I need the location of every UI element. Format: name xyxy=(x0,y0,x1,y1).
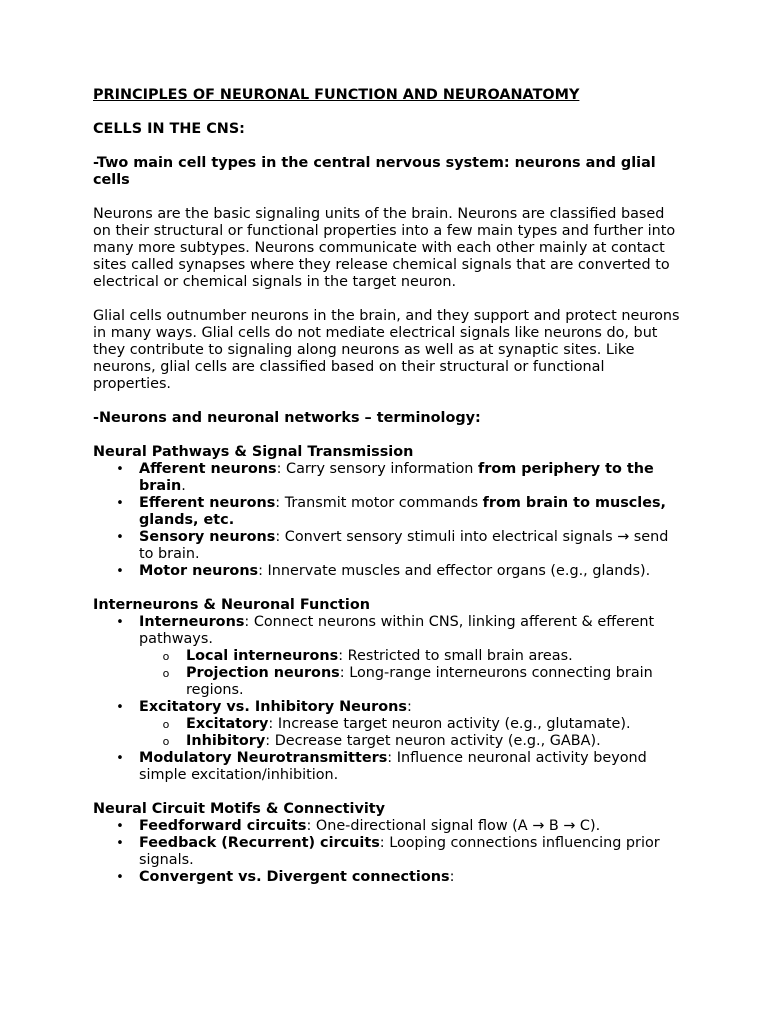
emphasis-afferent: from periphery to the brain xyxy=(139,461,654,494)
term-inhibitory: Inhibitory xyxy=(186,733,266,749)
sublist-item-excitatory xyxy=(93,716,683,733)
term-feedback: Feedback (Recurrent) circuits xyxy=(139,835,380,851)
sublist-item-projection xyxy=(93,665,683,699)
bullet-icon: • xyxy=(116,836,124,851)
motifs-list xyxy=(93,818,683,886)
sub-bullet-icon: o xyxy=(162,735,170,748)
sub-bullet-icon: o xyxy=(162,667,170,680)
list-item-convergent xyxy=(93,869,683,886)
text-afferent: : Carry sensory information xyxy=(276,461,478,477)
interneurons-sublist xyxy=(139,648,683,699)
term-interneurons: Interneurons xyxy=(139,614,245,630)
sub-bullet-icon: o xyxy=(162,718,170,731)
bullet-icon: • xyxy=(116,615,124,630)
text-inhibitory: : Decrease target neuron activity (e.g., GABA). xyxy=(265,733,601,749)
list-item-efferent xyxy=(93,495,683,529)
bullet-icon: • xyxy=(116,564,124,579)
term-feedforward: Feedforward circuits xyxy=(139,818,307,834)
motifs-heading: Neural Circuit Motifs & Connectivity xyxy=(93,801,386,817)
list-item-interneurons xyxy=(93,614,683,699)
terminology-heading: -Neurons and neuronal networks – terminology: xyxy=(93,410,481,426)
text-modulatory: : Influence neuronal activity beyond simple excitation/inhibition. xyxy=(139,750,647,783)
term-sensory: Sensory neurons xyxy=(139,529,276,545)
list-item-feedforward xyxy=(93,818,683,835)
list-item-modulatory xyxy=(93,750,683,784)
term-projection: Projection neurons xyxy=(186,665,340,681)
bullet-icon: • xyxy=(116,496,124,511)
pathways-list xyxy=(93,461,683,580)
text-sensory: : Convert sensory stimuli into electrical signals → send to brain. xyxy=(139,529,669,562)
section-heading-cells: CELLS IN THE CNS: xyxy=(93,121,245,137)
term-convergent: Convergent vs. Divergent connections xyxy=(139,869,450,885)
document-body xyxy=(93,87,683,886)
list-item-feedback xyxy=(93,835,683,869)
sublist-item-local xyxy=(93,648,683,665)
list-item-sensory xyxy=(93,529,683,563)
bullet-icon: • xyxy=(116,462,124,477)
term-motor: Motor neurons xyxy=(139,563,259,579)
text-interneurons: : Connect neurons within CNS, linking afferent & efferent pathways. xyxy=(139,614,655,647)
pathways-heading: Neural Pathways & Signal Transmission xyxy=(93,444,414,460)
text-local: : Restricted to small brain areas. xyxy=(338,648,573,664)
term-modulatory: Modulatory Neurotransmitters xyxy=(139,750,388,766)
document-title: PRINCIPLES OF NEURONAL FUNCTION AND NEUROANATOMY xyxy=(93,87,580,103)
text-motor: : Innervate muscles and effector organs (e.g., glands). xyxy=(258,563,651,579)
emphasis-efferent: from brain to muscles, glands, etc. xyxy=(139,495,667,528)
term-afferent: Afferent neurons xyxy=(139,461,277,477)
list-item-exc-inh xyxy=(93,699,683,750)
text-projection: : Long-range interneurons connecting brain regions. xyxy=(186,665,653,698)
paragraph-neurons: Neurons are the basic signaling units of the brain. Neurons are classified based on their structural or functional properties into a few main types and further into many more subtypes. Neurons communicate with each other mainly at contact sites called synapses where they release chemical signals that are converted to electrical or chemical signals in the target neuron. xyxy=(93,206,676,290)
bullet-icon: • xyxy=(116,819,124,834)
term-exc-inh: Excitatory vs. Inhibitory Neurons xyxy=(139,699,407,715)
text-feedback: : Looping connections influencing prior signals. xyxy=(139,835,660,868)
text-exc-inh: : xyxy=(406,699,412,715)
term-local: Local interneurons xyxy=(186,648,339,664)
list-item-motor xyxy=(93,563,683,580)
end-afferent: . xyxy=(181,478,186,494)
sublist-item-inhibitory xyxy=(93,733,683,750)
term-excitatory: Excitatory xyxy=(186,716,269,732)
interneurons-heading: Interneurons & Neuronal Function xyxy=(93,597,370,613)
cell-types-heading: -Two main cell types in the central nervous system: neurons and glial cells xyxy=(93,155,656,188)
sub-bullet-icon: o xyxy=(162,650,170,663)
list-item-afferent xyxy=(93,461,683,495)
bullet-icon: • xyxy=(116,530,124,545)
term-efferent: Efferent neurons xyxy=(139,495,276,511)
bullet-icon: • xyxy=(116,751,124,766)
interneurons-list xyxy=(93,614,683,784)
bullet-icon: • xyxy=(116,870,124,885)
bullet-icon: • xyxy=(116,700,124,715)
text-excitatory: : Increase target neuron activity (e.g., glutamate). xyxy=(268,716,631,732)
text-convergent: : xyxy=(449,869,455,885)
text-efferent: : Transmit motor commands xyxy=(275,495,483,511)
text-feedforward: : One-directional signal flow (A → B → C). xyxy=(306,818,601,834)
paragraph-glia: Glial cells outnumber neurons in the brain, and they support and protect neurons in many ways. Glial cells do not mediate electrical signals like neurons do, but they contribute to signaling along neurons as well as at synaptic sites. Like neurons, glial cells are classified based on their structural or functional properties. xyxy=(93,308,680,392)
exc-inh-sublist xyxy=(139,716,683,750)
